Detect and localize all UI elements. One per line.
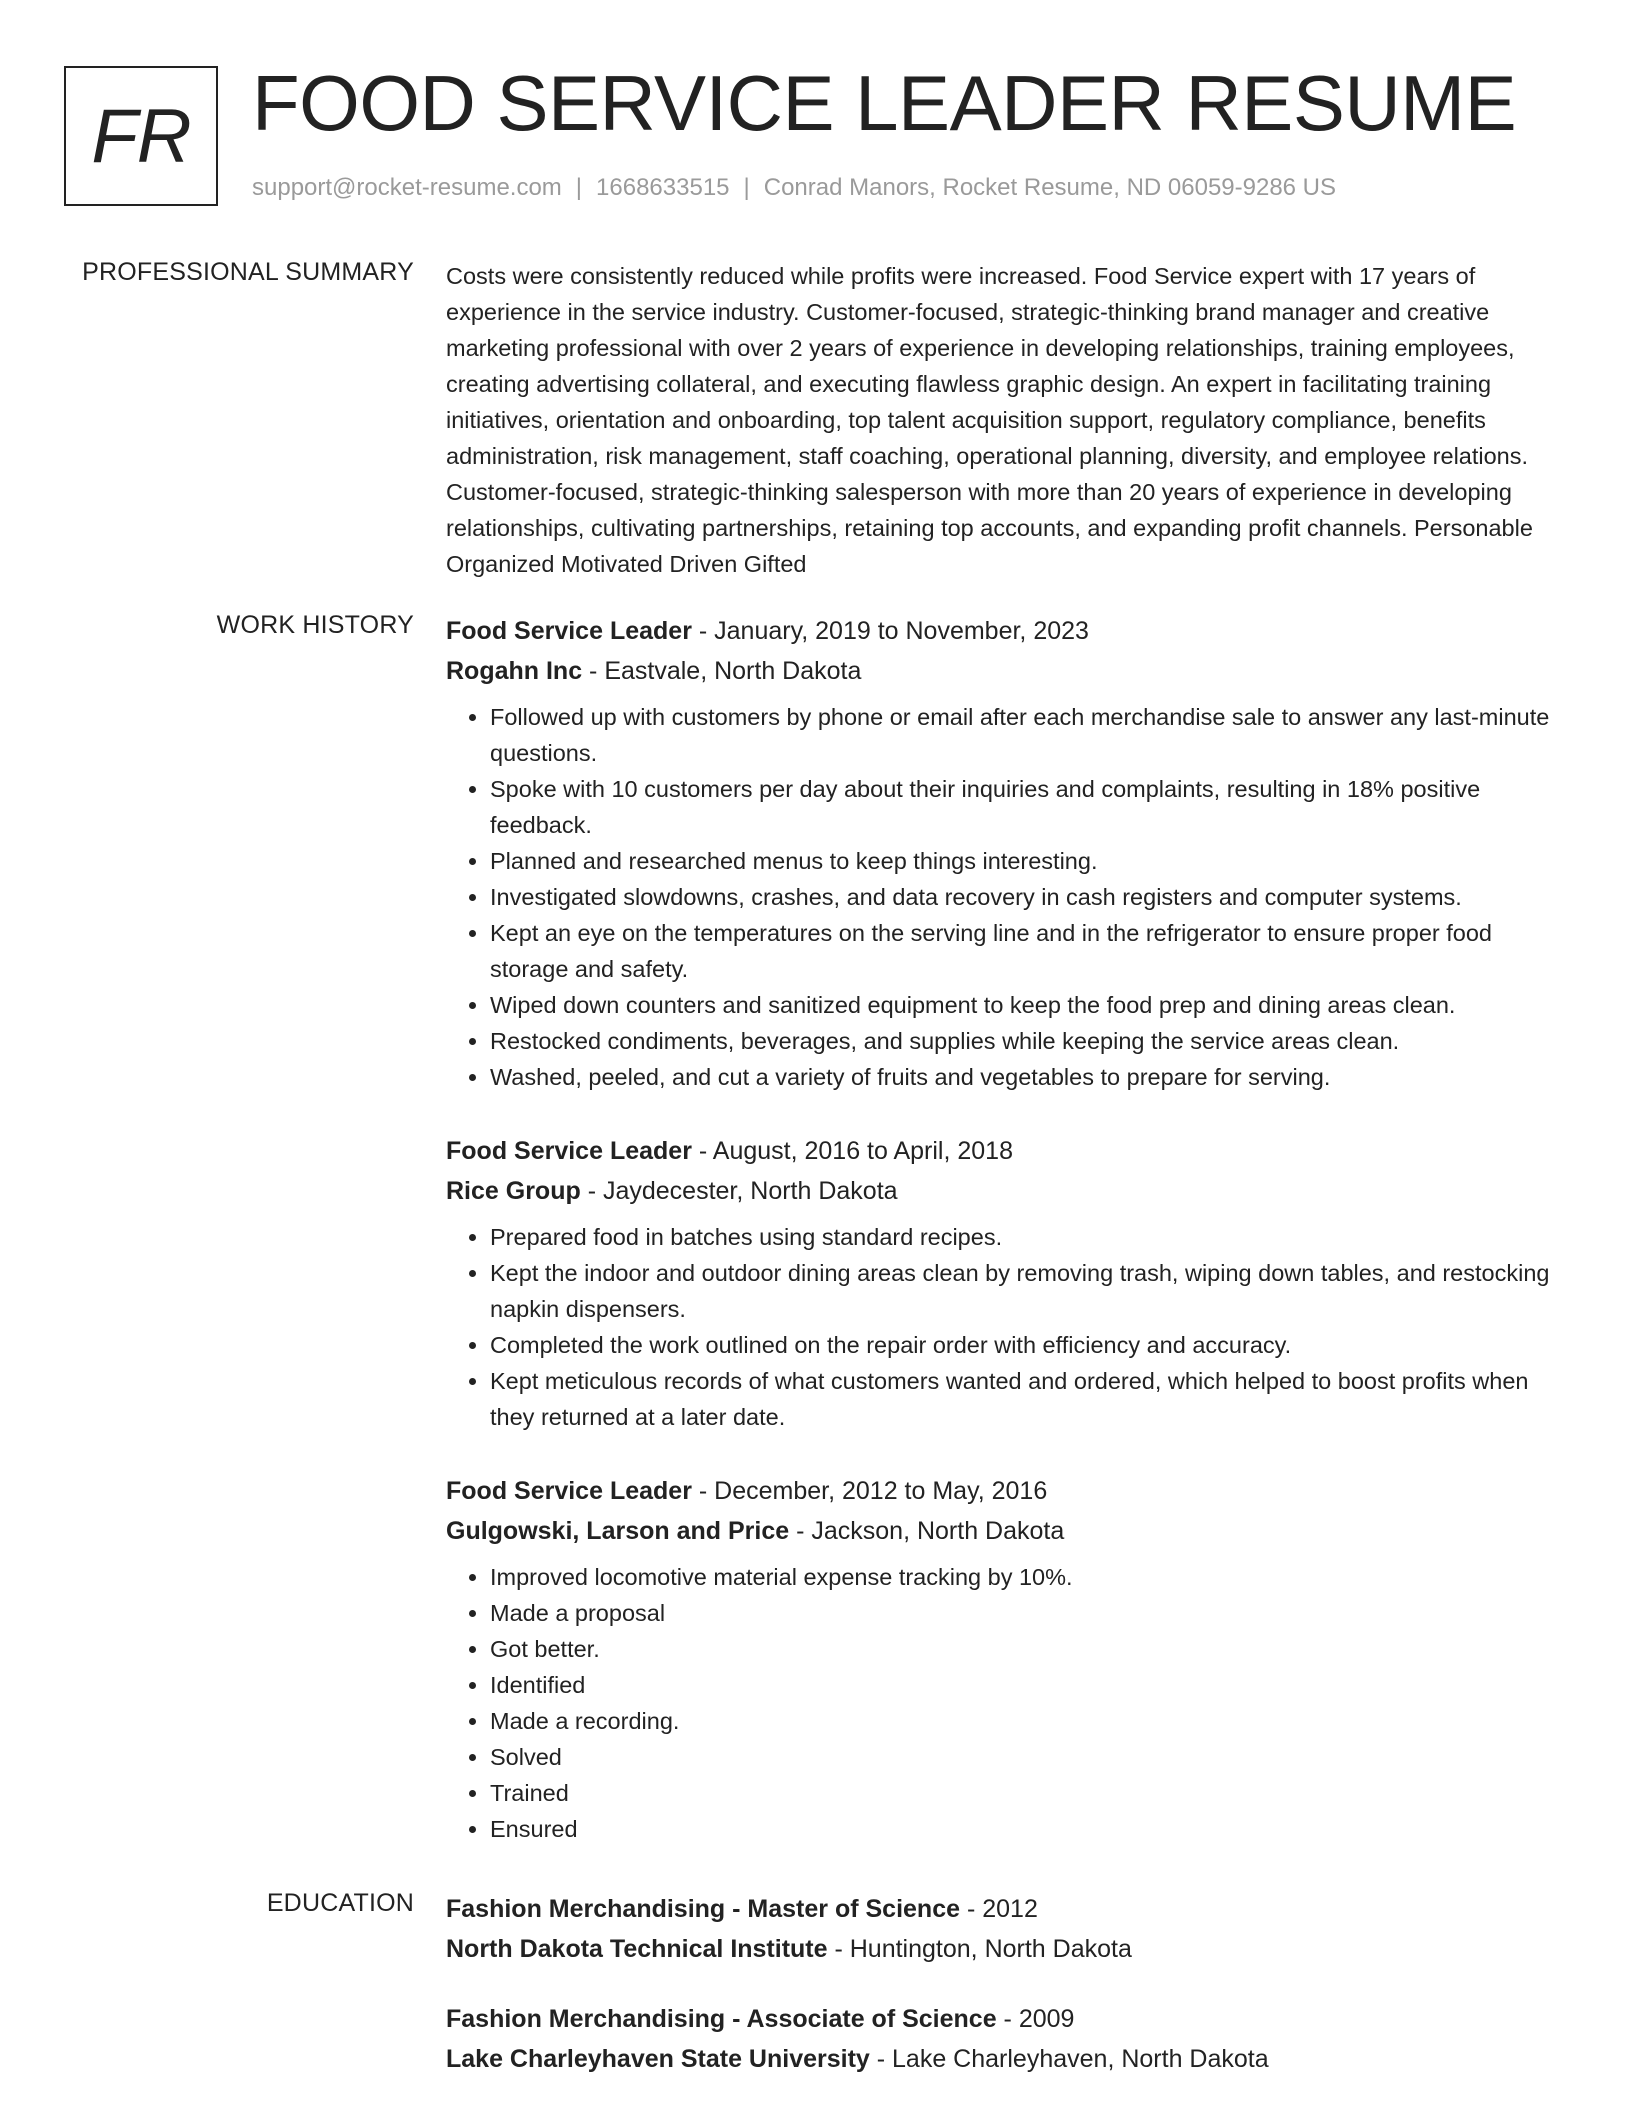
school-name: Lake Charleyhaven State University bbox=[446, 2045, 870, 2073]
job-bullet: • Kept an eye on the temperatures on the serving line and in the refrigerator to ensure proper food storage and safety. bbox=[490, 915, 1566, 987]
degree-year: - 2009 bbox=[996, 2005, 1075, 2033]
job-location: - Jackson, North Dakota bbox=[789, 1517, 1065, 1545]
job-dates: - December, 2012 to May, 2016 bbox=[691, 1477, 1048, 1505]
job-bullet: • Got better. bbox=[490, 1631, 1566, 1667]
job-company: Rogahn Inc bbox=[446, 657, 583, 685]
job-company-line bbox=[446, 1171, 1566, 1211]
school-location: - Lake Charleyhaven, North Dakota bbox=[869, 2045, 1269, 2073]
job-bullet: • Restocked condiments, beverages, and supplies while keeping the service areas clean. bbox=[490, 1023, 1566, 1059]
summary-heading: PROFESSIONAL SUMMARY bbox=[82, 258, 414, 286]
contact-address: Conrad Manors, Rocket Resume, ND 06059-9286 US bbox=[763, 174, 1337, 201]
job-bullets bbox=[446, 699, 1566, 1095]
job-bullet: • Completed the work outlined on the repair order with efficiency and accuracy. bbox=[490, 1327, 1566, 1363]
school-location: - Huntington, North Dakota bbox=[827, 1935, 1132, 1963]
education-entry bbox=[446, 1889, 1566, 1969]
job-bullet: • Followed up with customers by phone or email after each merchandise sale to answer any last-minute questions. bbox=[490, 699, 1566, 771]
degree-line bbox=[446, 1999, 1566, 2039]
job-title-line bbox=[446, 611, 1566, 651]
job-title: Food Service Leader bbox=[446, 1477, 692, 1505]
job-list bbox=[446, 611, 1566, 1883]
job-bullet: • Kept the indoor and outdoor dining areas clean by removing trash, wiping down tables, and restocking napkin dispensers. bbox=[490, 1255, 1566, 1327]
job-bullet: • Planned and researched menus to keep things interesting. bbox=[490, 843, 1566, 879]
education-heading: EDUCATION bbox=[266, 1889, 414, 1917]
contact-separator: | bbox=[575, 174, 583, 201]
job-bullet: • Identified bbox=[490, 1667, 1566, 1703]
degree-year: - 2012 bbox=[960, 1895, 1038, 1923]
job-entry bbox=[446, 1471, 1566, 1847]
job-dates: - August, 2016 to April, 2018 bbox=[691, 1137, 1013, 1165]
degree: Fashion Merchandising - Master of Science bbox=[446, 1895, 961, 1923]
job-bullet: • Improved locomotive material expense tracking by 10%. bbox=[490, 1559, 1566, 1595]
contact-email[interactable]: support@rocket-resume.com bbox=[252, 174, 562, 201]
contact-line bbox=[252, 174, 1336, 202]
job-company: Gulgowski, Larson and Price bbox=[446, 1517, 790, 1545]
summary-body bbox=[446, 258, 1566, 582]
contact-separator: | bbox=[743, 174, 750, 201]
job-bullet: • Investigated slowdowns, crashes, and data recovery in cash registers and computer systems. bbox=[490, 879, 1566, 915]
degree-line bbox=[446, 1889, 1566, 1929]
school-line bbox=[446, 2039, 1566, 2079]
job-title: Food Service Leader bbox=[446, 617, 692, 645]
job-location: - Jaydecester, North Dakota bbox=[580, 1177, 898, 1205]
job-bullet: • Made a proposal bbox=[490, 1595, 1566, 1631]
job-bullets bbox=[446, 1559, 1566, 1847]
job-bullet: • Wiped down counters and sanitized equipment to keep the food prep and dining areas clean. bbox=[490, 987, 1566, 1023]
job-bullet: • Prepared food in batches using standard recipes. bbox=[490, 1219, 1566, 1255]
job-location: - Eastvale, North Dakota bbox=[582, 657, 862, 685]
job-title-line bbox=[446, 1131, 1566, 1171]
job-entry bbox=[446, 1131, 1566, 1435]
education-entry bbox=[446, 1999, 1566, 2079]
degree: Fashion Merchandising - Associate of Science bbox=[446, 2005, 997, 2033]
job-company-line bbox=[446, 1511, 1566, 1551]
school-line bbox=[446, 1929, 1566, 1969]
resume-title: FOOD SERVICE LEADER RESUME bbox=[252, 59, 1517, 147]
contact-phone[interactable]: 1668633515 bbox=[596, 174, 730, 201]
work-history-heading: WORK HISTORY bbox=[216, 611, 414, 639]
job-bullet: • Made a recording. bbox=[490, 1703, 1566, 1739]
job-company-line bbox=[446, 651, 1566, 691]
summary-text: Costs were consistently reduced while profits were increased. Food Service expert with 17 years of experience in the service industry. Customer-focused, strategic-thinking brand manager and creative marketing professional with over 2 years of experience in developing relationships, training employees, creating advertising collateral, and executing flawless graphic design. An expert in facilitating training initiatives, orientation and onboarding, top talent acquisition support, regulatory compliance, benefits administration, risk management, staff coaching, operational planning, diversity, and employee relations. Customer-focused, strategic-thinking salesperson with more than 20 years of experience in developing relationships, cultivating partnerships, retaining top accounts, and expanding profit channels. Personable Organized Motivated Driven Gifted bbox=[446, 263, 1533, 577]
job-bullet: • Kept meticulous records of what customers wanted and ordered, which helped to boost profits when they returned at a later date. bbox=[490, 1363, 1566, 1435]
education-list bbox=[446, 1889, 1566, 2109]
job-company: Rice Group bbox=[446, 1177, 581, 1205]
job-bullet: • Washed, peeled, and cut a variety of fruits and vegetables to prepare for serving. bbox=[490, 1059, 1566, 1095]
job-bullets bbox=[446, 1219, 1566, 1435]
monogram-logo: FR bbox=[64, 66, 218, 206]
school-name: North Dakota Technical Institute bbox=[446, 1935, 828, 1963]
job-title-line bbox=[446, 1471, 1566, 1511]
job-bullet: • Ensured bbox=[490, 1811, 1566, 1847]
job-bullet: • Spoke with 10 customers per day about their inquiries and complaints, resulting in 18% positive feedback. bbox=[490, 771, 1566, 843]
job-dates: - January, 2019 to November, 2023 bbox=[691, 617, 1089, 645]
job-title: Food Service Leader bbox=[446, 1137, 692, 1165]
job-bullet: • Solved bbox=[490, 1739, 1566, 1775]
job-bullet: • Trained bbox=[490, 1775, 1566, 1811]
job-entry bbox=[446, 611, 1566, 1095]
